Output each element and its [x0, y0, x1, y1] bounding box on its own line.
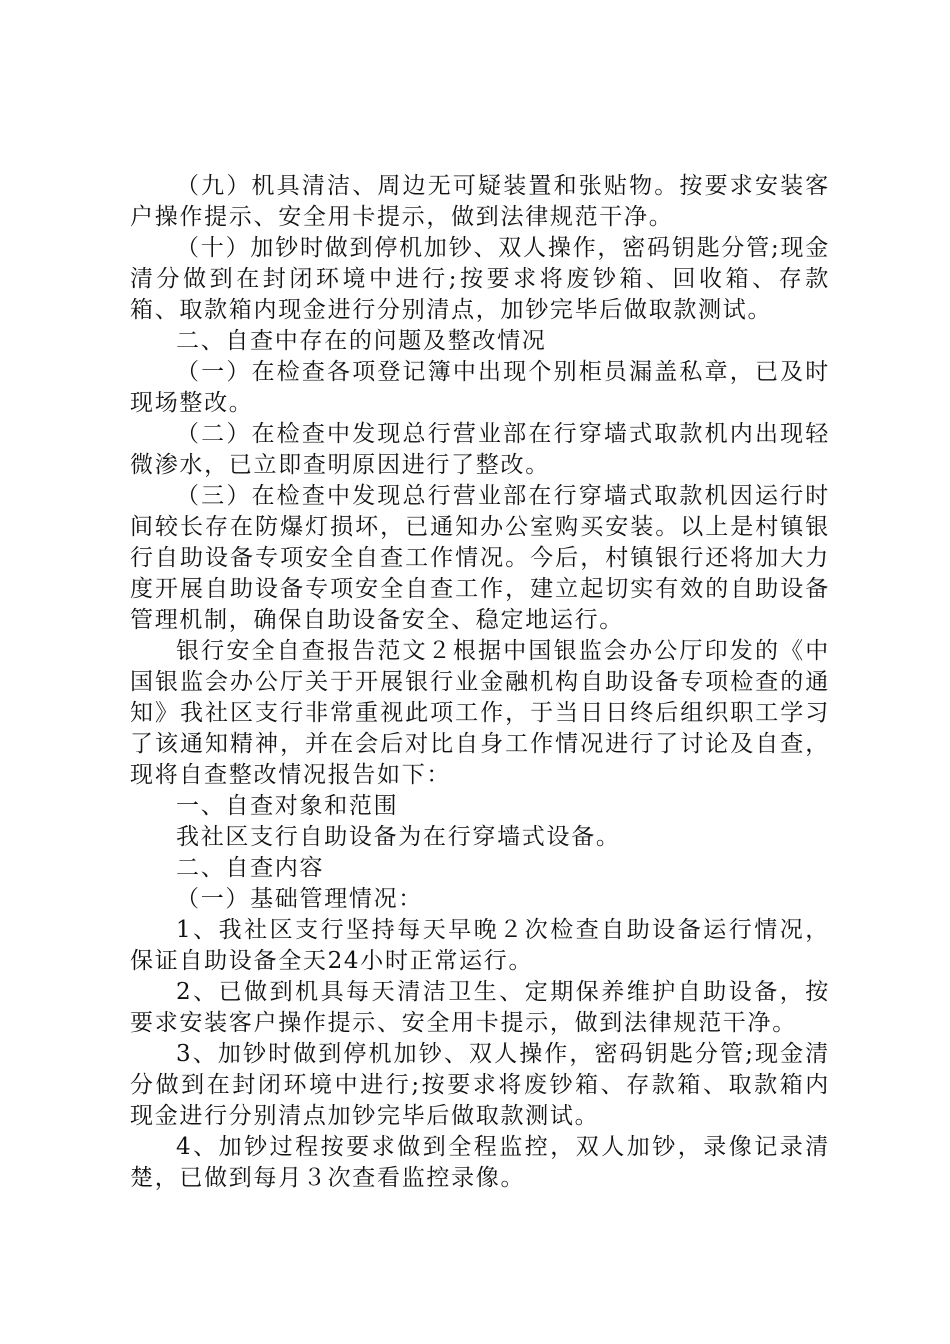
paragraph-problem-1: （一）在检查各项登记簿中出现个别柜员漏盖私章，已及时现场整改。 — [130, 359, 830, 416]
document-body — [130, 171, 830, 1194]
section-heading-content: 二、自查内容 — [176, 855, 325, 881]
section-heading-problems: 二、自查中存在的问题及整改情况 — [176, 328, 547, 354]
list-item-2: 2、已做到机具每天清洁卫生、定期保养维护自助设备，按要求安装客户操作提示、安全用卡提示，做到法律规范干净。 — [130, 979, 830, 1036]
list-item-4: 4、加钞过程按要求做到全程监控，双人加钞，录像记录清楚，已做到每月３次查看监控录像。 — [130, 1134, 830, 1191]
section-heading-scope: 一、自查对象和范围 — [176, 793, 399, 819]
paragraph-problem-2: （二）在检查中发现总行营业部在行穿墙式取款机内出现轻微渗水，已立即查明原因进行了整改。 — [130, 421, 830, 478]
list-item-1: 1、我社区支行坚持每天早晚２次检查自助设备运行情况，保证自助设备全天24小时正常运行。 — [130, 917, 830, 974]
paragraph-problem-3: （三）在检查中发现总行营业部在行穿墙式取款机因运行时间较长存在防爆灯损坏，已通知办公室购买安装。以上是村镇银行自助设备专项安全自查工作情况。今后，村镇银行还将加大力度开展自助设备专项安全自查工作，建立起切实有效的自助设备管理机制，确保自助设备安全、稳定地运行。 — [130, 483, 830, 633]
paragraph-sample-2-intro: 银行安全自查报告范文２根据中国银监会办公厅印发的《中国银监会办公厅关于开展银行业金融机构自助设备专项检查的通知》我社区支行非常重视此项工作，于当日日终后组织职工学习了该通知精神，并在会后对比自身工作情况进行了讨论及自查，现将自查整改情况报告如下： — [130, 638, 830, 788]
paragraph-item-9: （九）机具清洁、周边无可疑装置和张贴物。按要求安装客户操作提示、安全用卡提示，做到法律规范干净。 — [130, 173, 830, 230]
subheading-basic-management: （一）基础管理情况： — [176, 886, 423, 912]
list-item-3: 3、加钞时做到停机加钞、双人操作，密码钥匙分管;现金清分做到在封闭环境中进行;按要求将废钞箱、存款箱、取款箱内现金进行分别清点加钞完毕后做取款测试。 — [130, 1041, 830, 1129]
paragraph-item-10: （十）加钞时做到停机加钞、双人操作，密码钥匙分管;现金清分做到在封闭环境中进行;按要求将废钞箱、回收箱、存款箱、取款箱内现金进行分别清点，加钞完毕后做取款测试。 — [130, 235, 830, 323]
paragraph-scope: 我社区支行自助设备为在行穿墙式设备。 — [176, 824, 621, 850]
